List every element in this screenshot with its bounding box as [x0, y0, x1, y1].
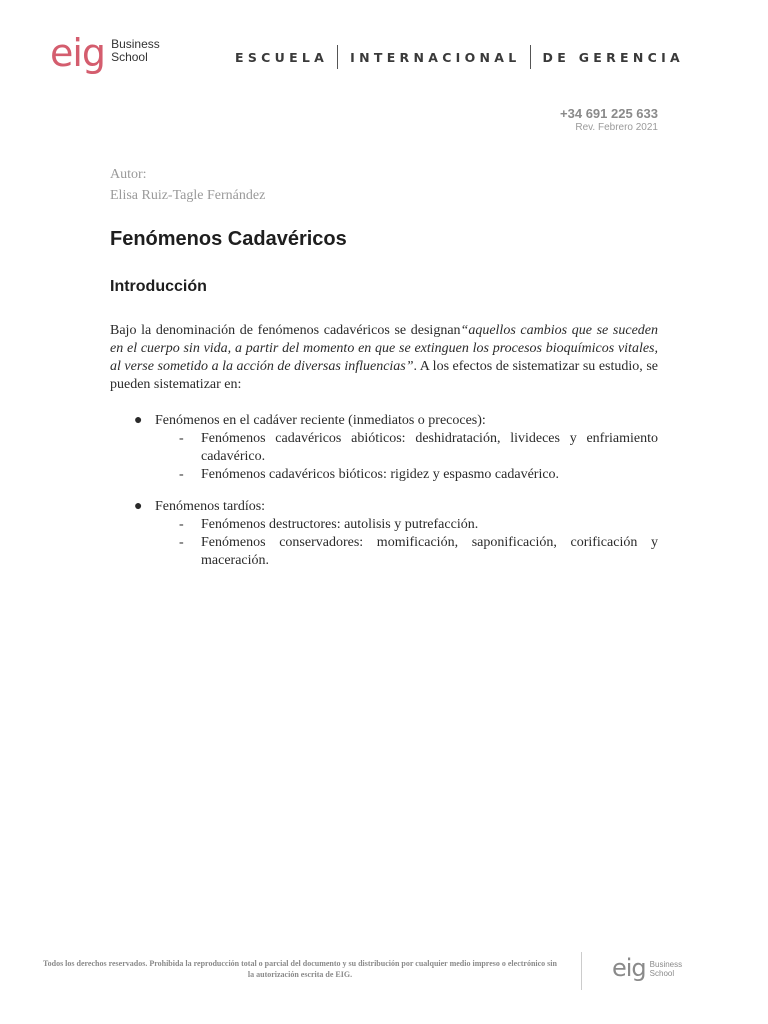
sub-item-text: Fenómenos destructores: autolisis y putrefacción. [201, 517, 479, 532]
logo-subtitle [111, 38, 160, 64]
sub-list-item [155, 430, 658, 466]
author-name: Elisa Ruiz-Tagle Fernández [110, 188, 266, 203]
section-heading: Introducción [110, 278, 207, 295]
footer-logo-mark: eig [612, 954, 646, 982]
intro-paragraph [110, 322, 658, 394]
group-label: Fenómenos en el cadáver reciente (inmediatos o precoces): [155, 413, 486, 428]
footer-logo-subtitle [650, 960, 682, 978]
header-word-1: ESCUELA [235, 49, 329, 65]
intro-text: Bajo la denominación de fenómenos cadavéricos se designan [110, 323, 461, 338]
sub-item-text: Fenómenos conservadores: momificación, saponificación, corificación y maceración. [201, 535, 658, 568]
group-label: Fenómenos tardíos: [155, 499, 266, 514]
sub-item-text: Fenómenos cadavéricos bióticos: rigidez y espasmo cadavérico. [201, 467, 560, 482]
header-word-3: DE GERENCIA [542, 49, 685, 65]
footer-logo [612, 956, 682, 980]
dash-icon: - [179, 535, 184, 550]
logo-mark: eig [50, 31, 106, 75]
footer-logo-line-1: Business [649, 960, 683, 969]
intro-text-end: . A los efectos de sistematizar su estudio, se pueden sistematizar en: [110, 359, 658, 392]
footer-logo-line-2: School [649, 969, 675, 978]
footer-rights-notice: Todos los derechos reservados. Prohibida la reproducción total o parcial del documento y su distribución por cualquier medio impreso o electrónico sin la autorización escrita de EIG. [43, 959, 557, 979]
header-divider [337, 45, 338, 69]
contact-block [560, 106, 658, 133]
document-title: Fenómenos Cadavéricos [110, 228, 347, 250]
phone-number: +34 691 225 633 [560, 106, 658, 121]
author-block [110, 164, 265, 206]
footer-divider [581, 952, 582, 990]
revision-date: Rev. Febrero 2021 [575, 122, 658, 133]
header-word-2: INTERNACIONAL [350, 49, 521, 65]
dash-icon: - [179, 517, 184, 532]
dash-icon: - [179, 431, 184, 446]
list-item [110, 498, 658, 570]
header-divider [530, 45, 531, 69]
sub-list-item [155, 466, 658, 484]
bullet-icon: ● [134, 413, 143, 428]
intro-quote: “aquellos cambios que se suceden en el cuerpo sin vida, a partir del momento en que se extinguen los procesos bioquímicos vitales, al verse sometido a la acción de diversas influencias” [110, 323, 658, 374]
sub-item-text: Fenómenos cadavéricos abióticos: deshidratación, livideces y enfriamiento cadavérico. [201, 431, 658, 464]
eig-logo [50, 31, 160, 75]
logo-line-2: School [111, 50, 148, 64]
list-item [110, 412, 658, 484]
phenomena-list [110, 412, 658, 584]
sub-list-item [155, 534, 658, 570]
dash-icon: - [179, 467, 184, 482]
author-label: Autor: [110, 167, 147, 182]
header-school-name [235, 44, 684, 70]
bullet-icon: ● [134, 499, 143, 514]
sub-list-item [155, 516, 658, 534]
logo-line-1: Business [111, 37, 160, 51]
